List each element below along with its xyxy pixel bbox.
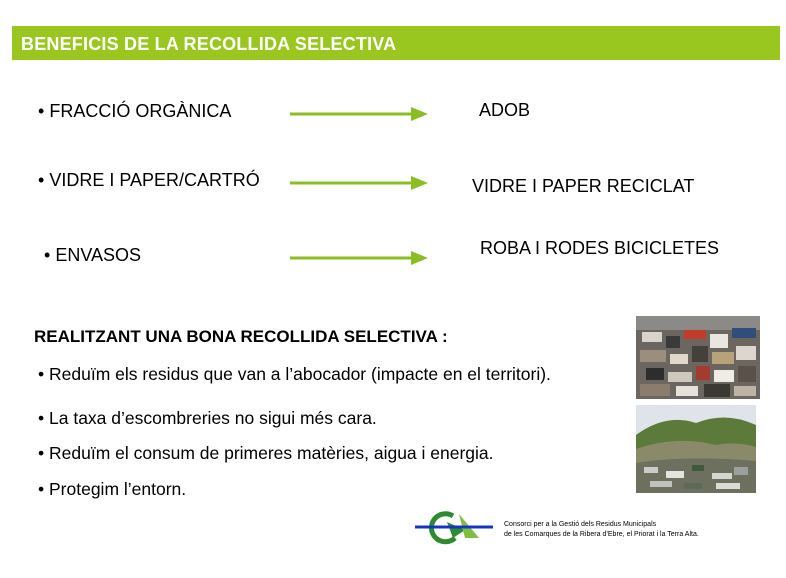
title-bar — [12, 26, 780, 60]
landfill-waste-photo — [636, 316, 760, 399]
list-item: • La taxa d’escombreries no sigui més cara. — [38, 408, 377, 428]
section-heading: REALITZANT UNA BONA RECOLLIDA SELECTIVA : — [34, 327, 448, 346]
benefit-result-packaging: ROBA I RODES BICICLETES — [480, 238, 720, 258]
benefit-source-organic: • FRACCIÓ ORGÀNICA — [38, 101, 232, 121]
list-item: • Reduïm el consum de primeres matèries, aigua i energia. — [38, 443, 494, 463]
landfill-hill-photo — [636, 405, 756, 493]
list-item: • Reduïm els residus que van a l’abocador (impacte en el territori). — [38, 364, 551, 384]
list-item: • Protegim l’entorn. — [38, 479, 187, 499]
benefit-source-packaging: • ENVASOS — [44, 245, 142, 265]
consortium-logo — [413, 508, 499, 546]
benefit-result-organic: ADOB — [479, 100, 531, 120]
benefit-result-glass-paper: VIDRE I PAPER RECICLAT — [472, 176, 695, 196]
arrow-icon — [289, 250, 429, 266]
page-title: BENEFICIS DE LA RECOLLIDA SELECTIVA — [21, 34, 397, 54]
arrow-icon — [289, 106, 429, 122]
arrow-icon — [289, 175, 429, 191]
benefit-source-glass-paper: • VIDRE I PAPER/CARTRÓ — [38, 170, 260, 190]
footer-organization: Consorci per a la Gestió dels Residus Municipals de les Comarques de la Ribera d’Ebre, el Priorat i la Terra Alta. — [504, 521, 699, 538]
